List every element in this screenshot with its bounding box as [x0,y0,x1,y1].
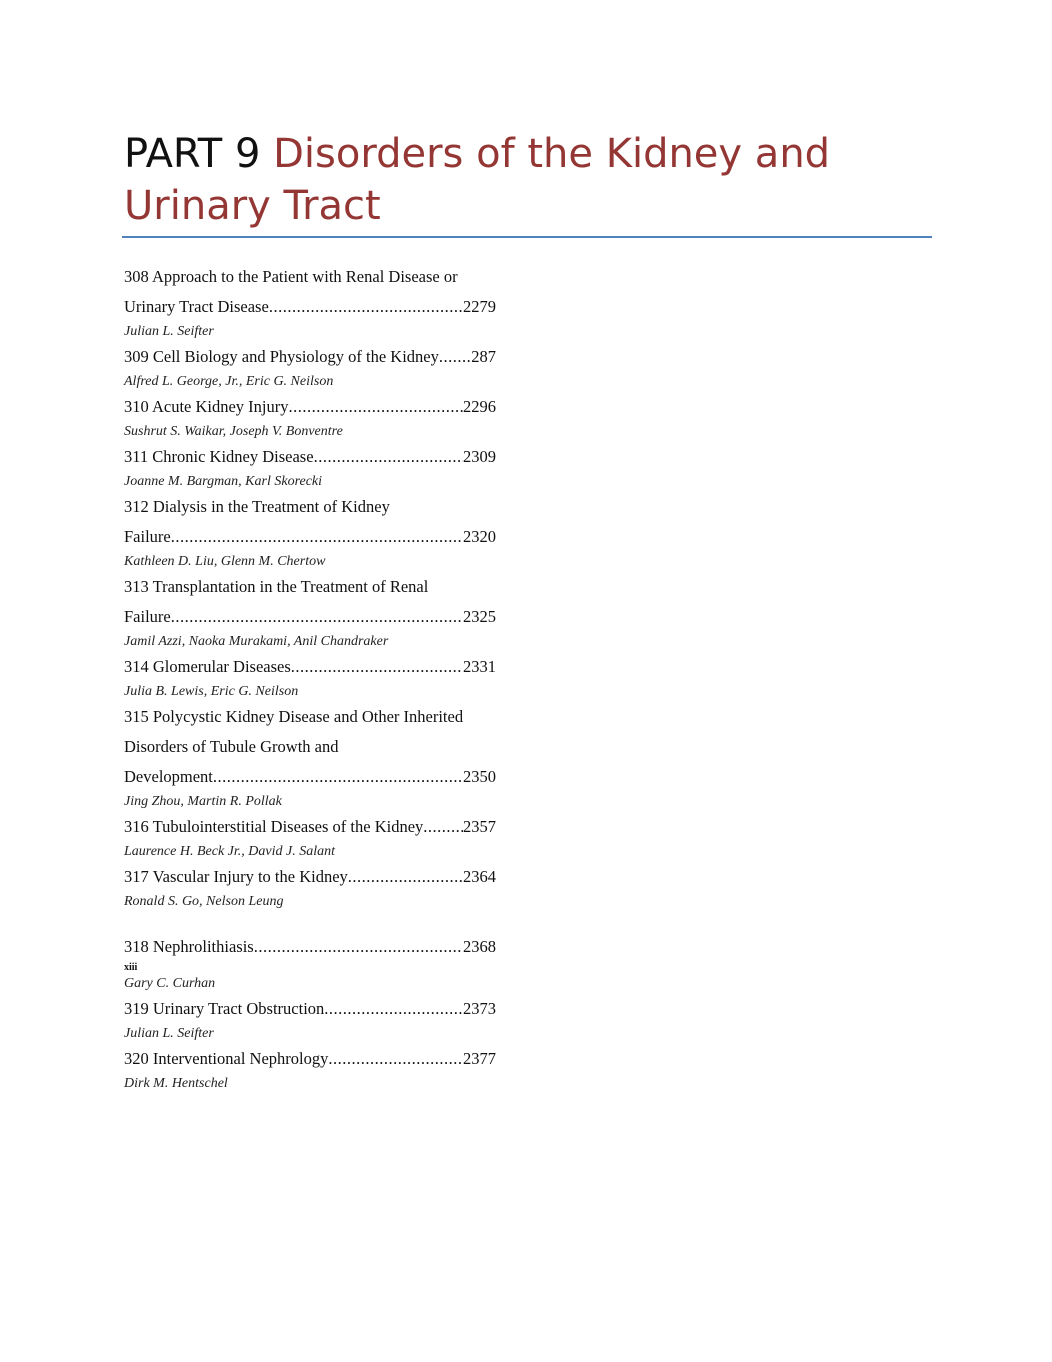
chapter-authors: Julian L. Seifter [124,324,214,339]
dot-leader [291,652,463,682]
chapter-title-line [124,522,496,552]
chapter-title-line [124,812,496,842]
chapter-title-text: 315 Polycystic Kidney Disease and Other Inherited [124,707,464,726]
page-number: 2296 [463,397,496,416]
chapter-title-line [124,994,496,1024]
page-number: 287 [471,347,496,366]
chapter-title-text: 317 Vascular Injury to the Kidney [124,867,348,886]
chapter-title-text: Failure [124,607,171,626]
chapter-authors: Jamil Azzi, Naoka Murakami, Anil Chandraker [124,634,389,649]
toc-entry [124,994,496,1044]
toc-entry [124,342,496,392]
chapter-title-line [124,602,496,632]
dot-leader [423,812,463,842]
dot-leader [439,342,471,372]
page-number: 2331 [463,657,496,676]
chapter-title-text: 310 Acute Kidney Injury [124,397,289,416]
chapter-title-line [124,262,496,292]
chapter-title-line [124,762,496,792]
roman-page-marker: xiii [124,962,138,973]
chapter-title-line [124,1044,496,1074]
toc-entry [124,702,496,812]
chapter-authors: Sushrut S. Waikar, Joseph V. Bonventre [124,424,343,439]
toc-entry [124,932,496,994]
part-heading [124,128,924,232]
chapter-title-text: Disorders of Tubule Growth and [124,737,339,756]
dot-leader [314,442,463,472]
chapter-authors: Laurence H. Beck Jr., David J. Salant [124,844,335,859]
chapter-title-line [124,862,496,892]
chapter-title-line [124,442,496,472]
toc-entry [124,392,496,442]
chapter-title-text: Development [124,767,213,786]
page-number: 2279 [463,297,496,316]
chapter-authors: Joanne M. Bargman, Karl Skorecki [124,474,323,489]
page-number: 2368 [463,937,496,956]
dot-leader [213,762,463,792]
toc-entry [124,262,496,342]
chapter-title-text: Failure [124,527,171,546]
dot-leader [328,1044,463,1074]
chapter-authors: Dirk M. Hentschel [124,1076,228,1091]
chapter-authors: Julia B. Lewis, Eric G. Neilson [124,684,299,699]
dot-leader [324,994,463,1024]
part-title: Disorders of the Kidney and Urinary Tract [124,131,831,229]
chapter-title-line [124,932,496,962]
page-number: 2325 [463,607,496,626]
chapter-title-line [124,702,496,732]
part-number: PART 9 [124,131,261,177]
page-number: 2377 [463,1049,496,1068]
chapter-authors: Alfred L. George, Jr., Eric G. Neilson [124,374,334,389]
toc-entry [124,812,496,862]
toc-entry [124,652,496,702]
page-number: 2357 [463,817,496,836]
toc-entry [124,442,496,492]
dot-leader [171,522,463,552]
dot-leader [289,392,463,422]
chapter-title-text: 316 Tubulointerstitial Diseases of the Kidney [124,817,424,836]
entry-spacer [124,912,496,932]
chapter-title-text: 313 Transplantation in the Treatment of Renal [124,577,429,596]
chapter-title-line [124,392,496,422]
chapter-authors: Gary C. Curhan [124,976,216,991]
chapter-title-text: 308 Approach to the Patient with Renal Disease or [124,267,458,286]
page-number: 2320 [463,527,496,546]
chapter-title-line [124,652,496,682]
toc-entry [124,862,496,912]
chapter-title-line [124,492,496,522]
dot-leader [254,932,463,962]
chapter-title-text: 320 Interventional Nephrology [124,1049,329,1068]
chapter-title-text: 312 Dialysis in the Treatment of Kidney [124,497,390,516]
toc-entry [124,492,496,572]
chapter-title-line [124,342,496,372]
dot-leader [348,862,463,892]
dot-leader [269,292,463,322]
chapter-title-line [124,292,496,322]
chapter-authors: Ronald S. Go, Nelson Leung [124,894,284,909]
page-number: 2309 [463,447,496,466]
page-number: 2364 [463,867,496,886]
chapter-title-text: 318 Nephrolithiasis [124,937,254,956]
table-of-contents [124,262,496,1094]
chapter-title-line [124,572,496,602]
toc-entry [124,1044,496,1094]
chapter-title-text: 311 Chronic Kidney Disease [124,447,314,466]
dot-leader [171,602,463,632]
page-number: 2350 [463,767,496,786]
chapter-title-text: 319 Urinary Tract Obstruction [124,999,325,1018]
chapter-authors: Kathleen D. Liu, Glenn M. Chertow [124,554,326,569]
page-number: 2373 [463,999,496,1018]
chapter-title-text: Urinary Tract Disease [124,297,269,316]
chapter-authors: Julian L. Seifter [124,1026,214,1041]
heading-divider [122,236,932,238]
chapter-title-text: 314 Glomerular Diseases [124,657,291,676]
chapter-authors: Jing Zhou, Martin R. Pollak [124,794,282,809]
toc-entry [124,572,496,652]
chapter-title-line [124,732,496,762]
chapter-title-text: 309 Cell Biology and Physiology of the Kidney [124,347,439,366]
